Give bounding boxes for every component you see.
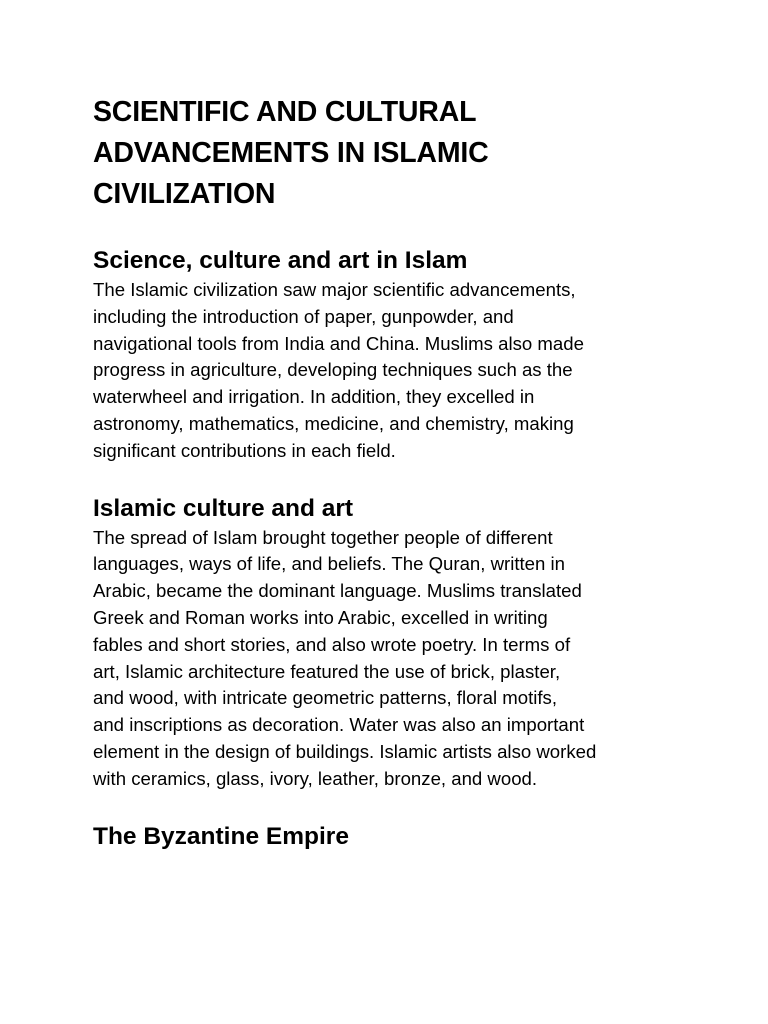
- section-paragraph-science: [93, 277, 683, 465]
- paragraph-line: with ceramics, glass, ivory, leather, bronze, and wood.: [93, 767, 538, 789]
- paragraph-line: fables and short stories, and also wrote poetry. In terms of: [93, 633, 571, 655]
- title-line: SCIENTIFIC AND CULTURAL: [93, 96, 477, 128]
- document-title: [93, 92, 683, 215]
- document-page: [93, 92, 683, 853]
- paragraph-line: Arabic, became the dominant language. Muslims translated: [93, 580, 582, 602]
- paragraph-line: waterwheel and irrigation. In addition, they excelled in: [93, 386, 535, 408]
- title-line: CIVILIZATION: [93, 178, 276, 210]
- paragraph-line: significant contributions in each field.: [93, 439, 396, 461]
- paragraph-line: The Islamic civilization saw major scientific advancements,: [93, 279, 576, 300]
- section-heading-science: Science, culture and art in Islam: [93, 247, 468, 274]
- title-line: ADVANCEMENTS IN ISLAMIC: [93, 137, 489, 169]
- paragraph-line: astronomy, mathematics, medicine, and chemistry, making: [93, 412, 574, 434]
- paragraph-line: and wood, with intricate geometric patterns, floral motifs,: [93, 687, 558, 709]
- section-paragraph-culture-art: [93, 525, 683, 793]
- paragraph-line: languages, ways of life, and beliefs. The Quran, written in: [93, 553, 565, 575]
- paragraph-line: including the introduction of paper, gunpowder, and: [93, 305, 514, 327]
- paragraph-line: and inscriptions as decoration. Water was also an important: [93, 714, 585, 736]
- paragraph-line: Greek and Roman works into Arabic, excelled in writing: [93, 606, 548, 628]
- paragraph-line: progress in agriculture, developing techniques such as the: [93, 359, 573, 381]
- paragraph-line: art, Islamic architecture featured the use of brick, plaster,: [93, 660, 561, 682]
- section-heading-byzantine: The Byzantine Empire: [93, 822, 349, 850]
- paragraph-line: The spread of Islam brought together people of different: [93, 526, 553, 548]
- section-heading-culture-art: Islamic culture and art: [93, 494, 354, 522]
- paragraph-line: navigational tools from India and China. Muslims also made: [93, 332, 584, 354]
- paragraph-line: element in the design of buildings. Islamic artists also worked: [93, 740, 597, 762]
